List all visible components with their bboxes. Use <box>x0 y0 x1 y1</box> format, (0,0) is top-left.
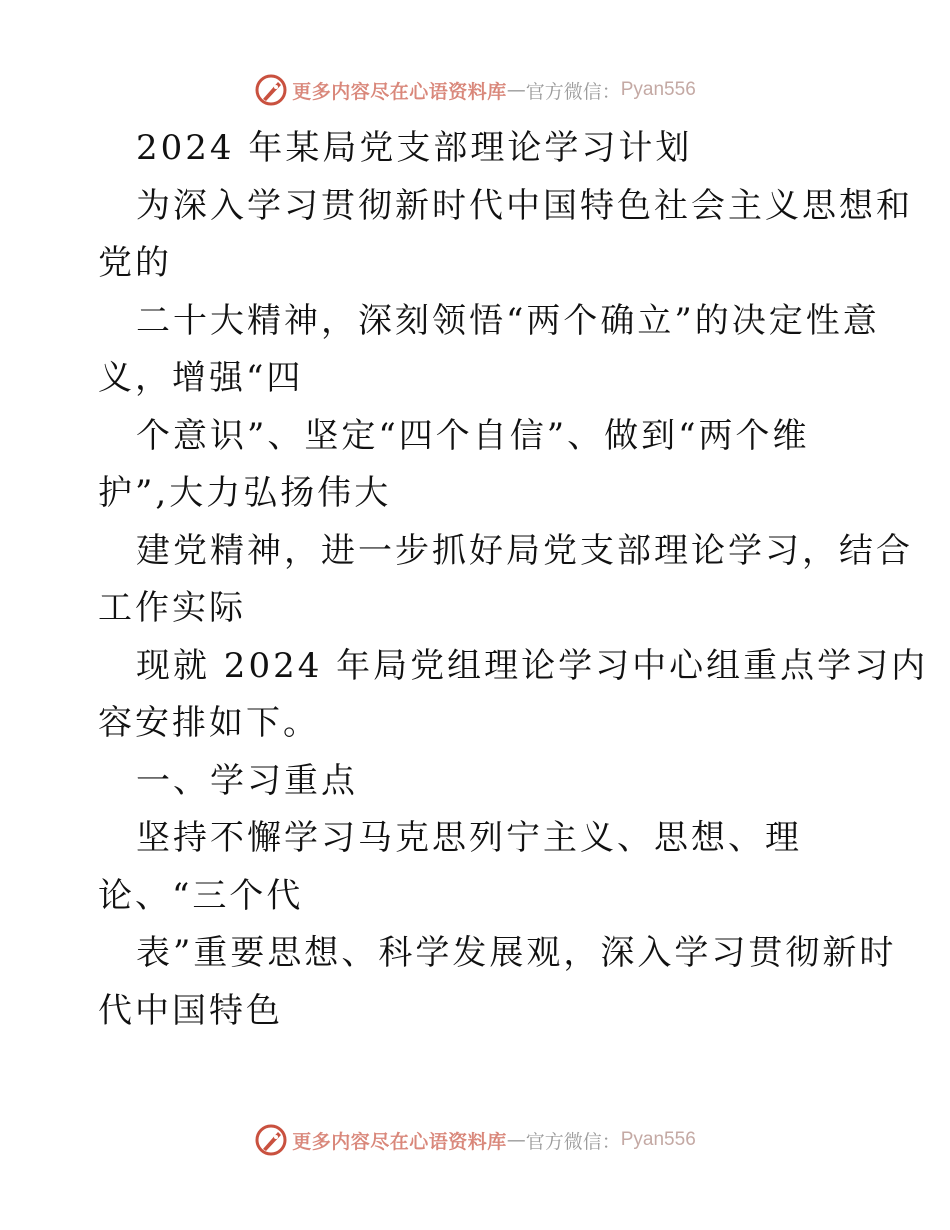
watermark-label: 官方微信： <box>525 1130 621 1153</box>
watermark-main-text: 更多内容尽在心语资料库 <box>292 80 507 103</box>
watermark-footer <box>0 1120 950 1160</box>
paragraph-line: 代中国特色 <box>98 990 283 1031</box>
watermark-main-text: 更多内容尽在心语资料库 <box>292 1130 507 1153</box>
document-title: 2024 年某局党支部理论学习计划 <box>136 128 693 168</box>
paragraph-line: 坚持不懈学习马克思列宁主义、思想、理 <box>136 818 802 858</box>
paragraph-line: 护”,大力弘扬伟大 <box>98 473 392 513</box>
paragraph-line: 表”重要思想、科学发展观，深入学习贯彻新时 <box>136 933 897 973</box>
watermark-dash: — <box>506 1129 526 1151</box>
paragraph-line: 建党精神，进一步抓好局党支部理论学习，结合 <box>136 530 913 571</box>
watermark-dash: — <box>506 79 526 101</box>
paragraph-line: 容安排如下。 <box>98 703 320 743</box>
pen-nib-logo-icon <box>254 73 288 107</box>
watermark-label: 官方微信： <box>525 80 621 103</box>
section-heading: 一、学习重点 <box>136 760 358 801</box>
paragraph-line: 个意识”、坚定“四个自信”、做到“两个维 <box>136 415 810 456</box>
paragraph-line: 工作实际 <box>98 588 246 628</box>
paragraph-line: 党的 <box>98 243 172 283</box>
paragraph-line: 为深入学习贯彻新时代中国特色社会主义思想和 <box>136 185 913 226</box>
paragraph-line: 论、“三个代 <box>98 875 304 916</box>
watermark-header <box>0 70 950 110</box>
document-body <box>98 120 929 1040</box>
paragraph-line: 义，增强“四 <box>98 358 304 398</box>
watermark-id: Pyan556 <box>620 79 696 100</box>
pen-nib-logo-icon <box>254 1123 288 1157</box>
paragraph-line: 现就 2024 年局党组理论学习中心组重点学习内 <box>136 645 929 686</box>
watermark-id: Pyan556 <box>620 1129 696 1150</box>
paragraph-line: 二十大精神，深刻领悟“两个确立”的决定性意 <box>136 300 880 341</box>
